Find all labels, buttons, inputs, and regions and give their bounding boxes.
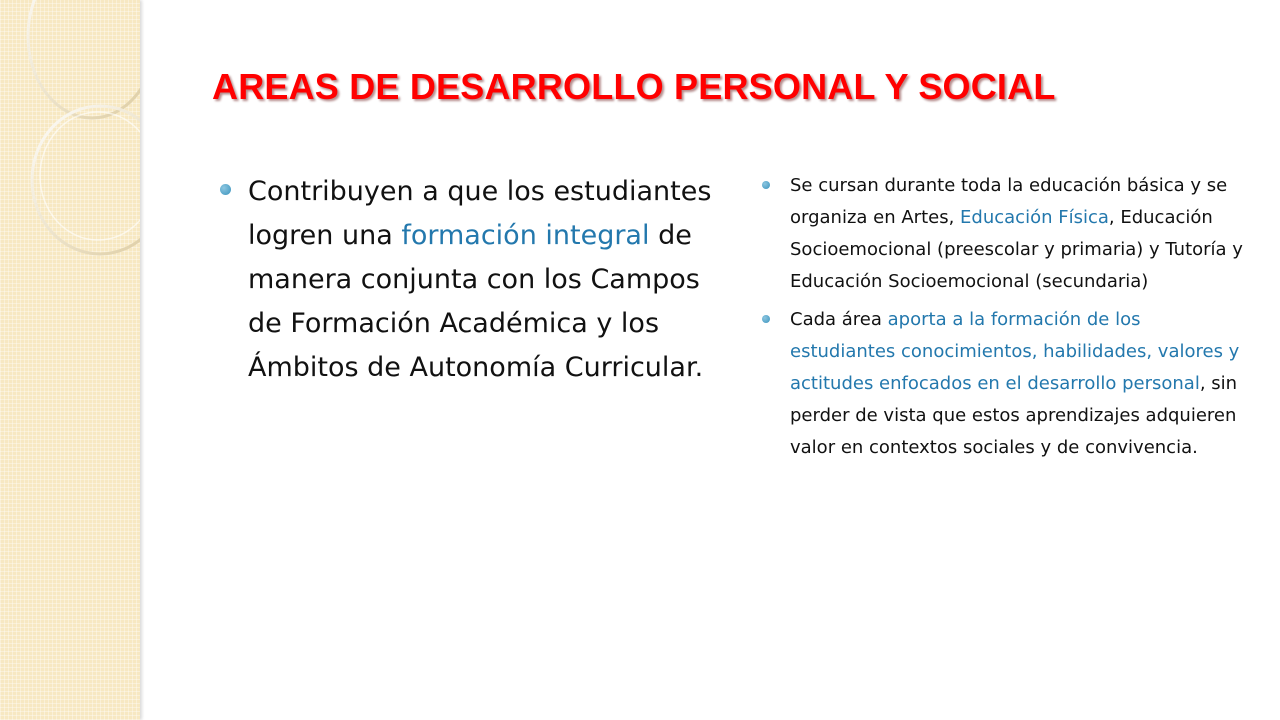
- bullet-dot-icon: [762, 181, 770, 189]
- highlighted-text: aporta a la formación de los estudiantes conocimientos, habilidades, valores y actitudes enfocados en el desarrollo personal: [790, 309, 1240, 394]
- right-bullet-item: [760, 304, 1250, 464]
- left-column: [218, 170, 718, 390]
- right-column: [760, 170, 1250, 464]
- decorative-ring-icon: [0, 0, 140, 720]
- bullet-dot-icon: [762, 315, 770, 323]
- left-bullet-item: [218, 170, 718, 390]
- bullet-text: Cada área: [790, 309, 888, 330]
- bullet-text: , sin perder de vista que estos aprendizajes adquieren valor en contextos sociales y de convivencia.: [790, 373, 1238, 458]
- highlighted-text: formación integral: [401, 220, 650, 251]
- bullet-text: Contribuyen a que los estudiantes logren una: [248, 176, 712, 251]
- bullet-text: , Educación Socioemocional (preescolar y primaria) y Tutoría y Educación Socioemocional (secundaria): [790, 207, 1243, 292]
- right-bullet-item: [760, 170, 1250, 298]
- highlighted-text: Educación Física: [960, 207, 1109, 228]
- decorative-side-panel: [0, 0, 140, 720]
- bullet-text: Se cursan durante toda la educación básica y se organiza en Artes,: [790, 175, 1228, 228]
- slide-title: AREAS DE DESARROLLO PERSONAL Y SOCIAL: [212, 66, 1056, 107]
- bullet-dot-icon: [220, 184, 231, 195]
- bullet-text: de manera conjunta con los Campos de Formación Académica y los Ámbitos de Autonomía Curricular.: [248, 220, 704, 383]
